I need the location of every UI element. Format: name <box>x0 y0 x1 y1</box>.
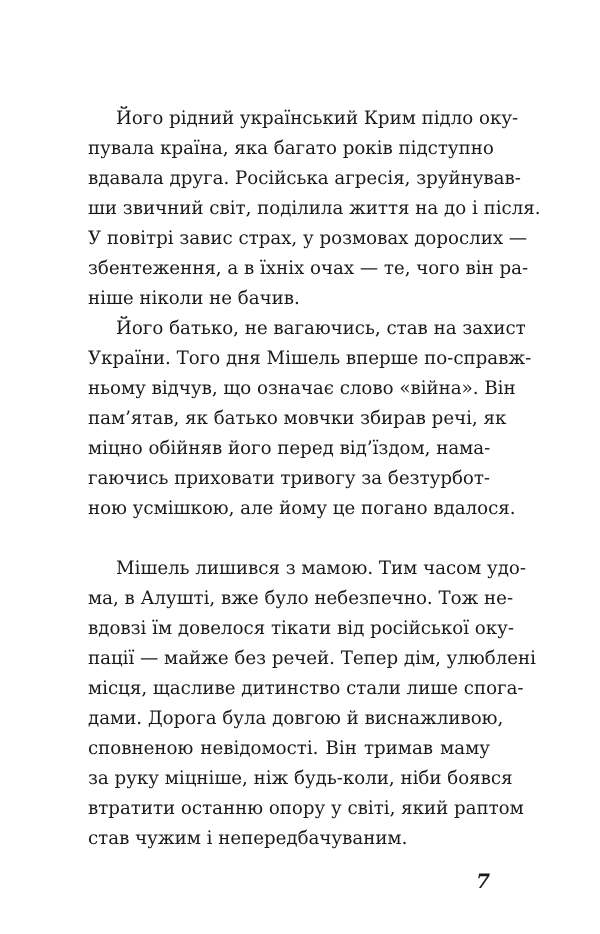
text-line: ши звичний світ, поділила життя на до і після. <box>88 198 541 219</box>
text-line: гаючись приховати тривогу за безтурбот- <box>88 468 491 489</box>
text-line: У повітрі завис страх, у розмовах дорослих — <box>88 228 528 249</box>
text-line: пам’ятав, як батько мовчки збирав речі, як <box>88 408 507 429</box>
text-line: втратити останню опору у світі, який раптом <box>88 798 524 819</box>
text-line: ньому відчув, що означає слово «війна». Він <box>88 378 516 399</box>
text-line: ніше ніколи не бачив. <box>88 288 300 309</box>
text-line: став чужим і непередбачуваним. <box>88 828 408 849</box>
text-line: вдавала друга. Російська агресія, зруйнував- <box>88 168 521 189</box>
text-line: Його батько, не вагаючись, став на захист <box>116 318 526 339</box>
text-line: Мішель лишився з мамою. Тим часом удо- <box>116 558 527 579</box>
text-line: України. Того дня Мішель вперше по-справж- <box>88 348 532 369</box>
text-line: вдовзі їм довелося тікати від російської оку- <box>88 618 514 639</box>
text-line: пації — майже без речей. Тепер дім, улюблені <box>88 648 536 669</box>
text-line: Його рідний український Крим підло оку- <box>116 108 519 129</box>
text-line: сповненою невідомості. Він тримав маму <box>88 738 490 759</box>
page-number: 7 <box>476 869 490 893</box>
text-line: міцно обійняв його перед від’їздом, нама- <box>88 438 491 459</box>
text-line: ма, в Алушті, вже було небезпечно. Тож не- <box>88 588 514 609</box>
text-line: місця, щасливе дитинство стали лише спога- <box>88 678 524 699</box>
text-line: дами. Дорога була довгою й виснажливою, <box>88 708 504 729</box>
text-line: пувала країна, яка багато років підступно <box>88 138 494 159</box>
text-line: збентеження, а в їхніх очах — те, чого він ра- <box>88 258 529 279</box>
text-line: за руку міцніше, ніж будь-коли, ніби боявся <box>88 768 513 789</box>
text-line: ною усмішкою, але йому це погано вдалося. <box>88 498 516 519</box>
